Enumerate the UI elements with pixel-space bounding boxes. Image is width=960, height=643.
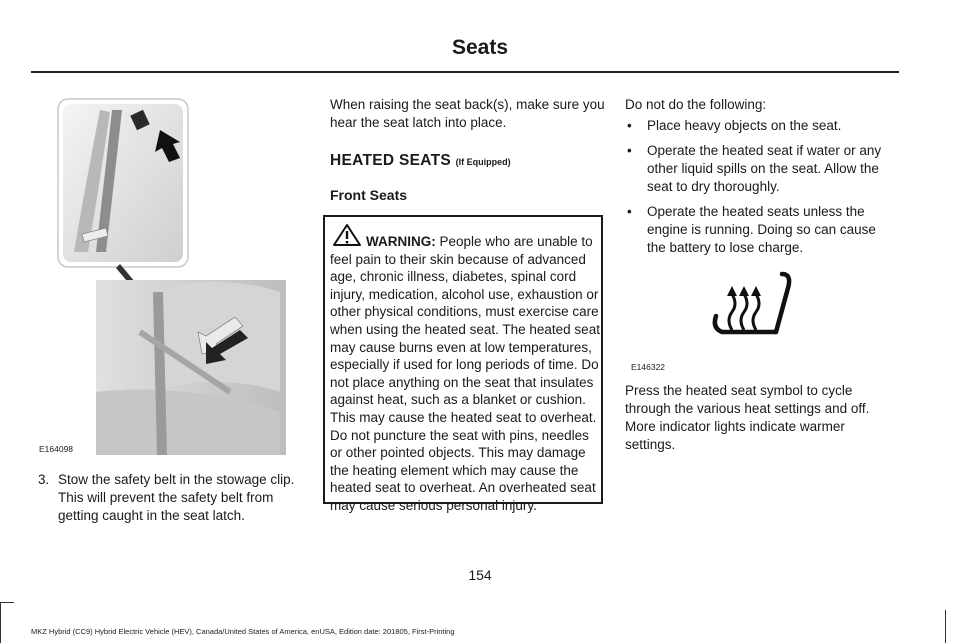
- seat-belt-stowage-illustration: [30, 92, 292, 462]
- heat-settings-paragraph: Press the heated seat symbol to cycle through the various heat settings and off. More indicator lights indicate warmer settings.: [625, 383, 870, 452]
- page-title: Seats: [451, 36, 509, 59]
- list-item: • Operate the heated seats unless the engine is running. Doing so can cause the battery to lose charge.: [627, 204, 876, 255]
- step-number: 3.: [38, 472, 50, 487]
- do-not-intro: Do not do the following:: [625, 97, 767, 112]
- heated-seat-icon: [708, 266, 798, 346]
- warning-text: [330, 233, 602, 515]
- crop-mark: [0, 602, 14, 603]
- list-item: • Operate the heated seat if water or any other liquid spills on the seat. Allow the seat to dry thoroughly.: [627, 143, 882, 194]
- bullet-icon: •: [627, 143, 632, 158]
- bullet-icon: •: [627, 204, 632, 219]
- footer-text: MKZ Hybrid (CC9) Hybrid Electric Vehicle (HEV), Canada/United States of America, enUSA, Edition date: 201805, First-Printing: [31, 627, 455, 636]
- do-not-list: [625, 117, 895, 264]
- crop-mark: [0, 602, 1, 643]
- warning-body: People who are unable to feel pain to their skin because of advanced age, chronic illness, diabetes, spinal cord injury, medication, alcohol use, exhaustion or other physical conditions, must exercise care when using the heated seat. The heated seat may cause burns even at low temperatures, especially if used for long periods of time. Do not place anything on the seat that insulates against heat, such as a blanket or cushion. This may cause the heated seat to overheat. Do not puncture the seat with pins, needles or other pointed objects. This may damage the heating element which may cause the heated seat to overheat. An overheated seat may cause serious personal injury.: [330, 234, 600, 513]
- figure-label: E164098: [39, 444, 74, 454]
- subheading: Front Seats: [330, 187, 408, 203]
- list-item: • Place heavy objects on the seat.: [627, 118, 842, 133]
- crop-mark: [945, 610, 946, 643]
- section-heading: [330, 152, 511, 170]
- warning-lead: WARNING:: [366, 234, 436, 249]
- section-heading-suffix: (If Equipped): [455, 157, 511, 167]
- section-heading-text: HEATED SEATS: [330, 152, 452, 169]
- seat-latch-paragraph: When raising the seat back(s), make sure you hear the seat latch into place.: [330, 97, 605, 130]
- bullet-icon: •: [627, 118, 632, 133]
- page-number: 154: [468, 567, 492, 583]
- step-text: Stow the safety belt in the stowage clip. This will prevent the safety belt from getting caught in the seat latch.: [58, 472, 295, 523]
- figure-label: E146322: [631, 362, 666, 372]
- header-divider: [31, 71, 899, 73]
- step-3: [38, 471, 306, 525]
